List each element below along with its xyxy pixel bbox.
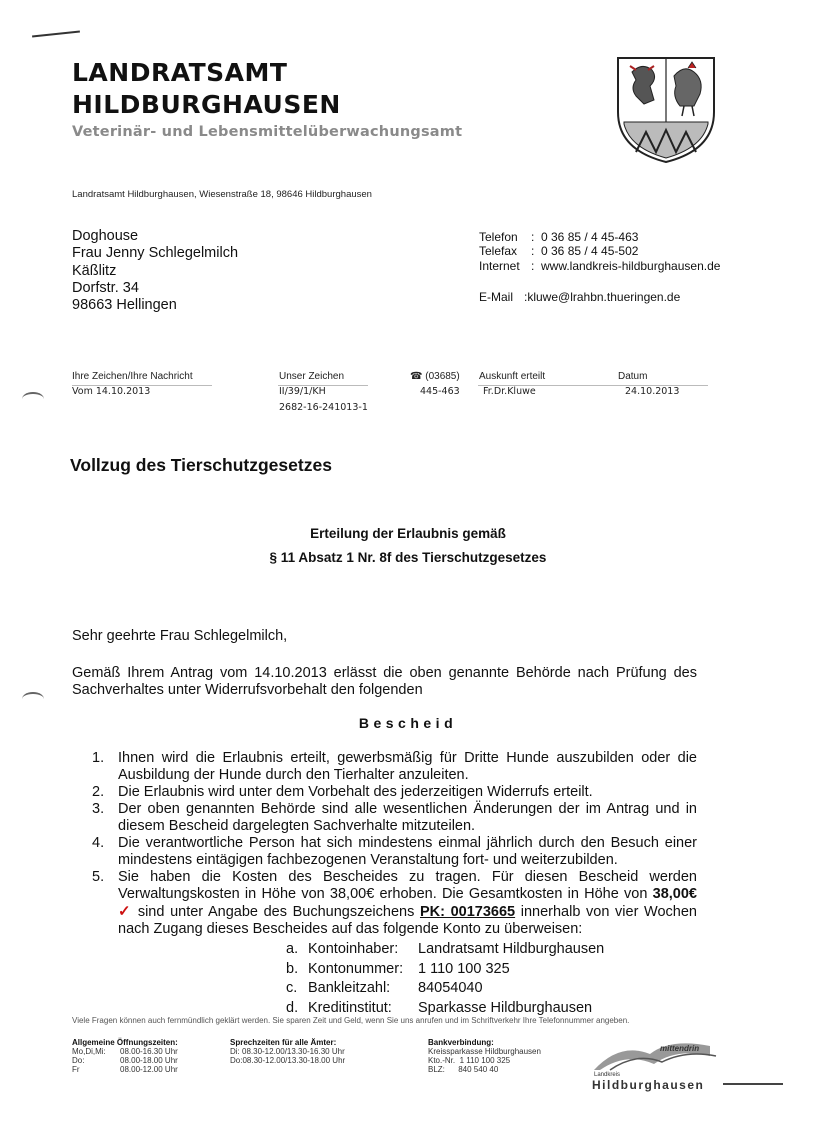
bank-title: Bankverbindung: xyxy=(428,1038,494,1047)
account-details xyxy=(286,940,604,1018)
phone-label: Telefon xyxy=(479,230,518,244)
total-amount: 38,00€ xyxy=(652,886,697,902)
recipient-line: Dorfstr. 34 xyxy=(72,279,139,296)
bank-details xyxy=(428,1038,541,1074)
list-item xyxy=(92,869,697,938)
fax-value: 0 36 85 / 4 45-502 xyxy=(541,244,639,259)
account-row xyxy=(286,940,604,960)
account-letter: b. xyxy=(286,960,299,977)
hours-time: 08.00-18.00 Uhr xyxy=(120,1056,178,1065)
divider xyxy=(723,1083,783,1085)
list-item xyxy=(92,784,697,801)
bank-line: Kto.-Nr. 1 110 100 325 xyxy=(428,1056,511,1065)
logo-big-text: Hildburghausen xyxy=(592,1078,705,1092)
hills-icon xyxy=(590,1036,720,1072)
email-value: :kluwe@lrahbn.thueringen.de xyxy=(524,290,681,304)
account-value: 84054040 xyxy=(418,980,483,997)
list-item xyxy=(92,835,697,869)
our-ref-value-2: 2682-16-241013-1 xyxy=(279,402,368,413)
date-value: 24.10.2013 xyxy=(625,386,680,397)
recipient-line: Doghouse xyxy=(72,228,139,244)
ref-phone-label: ☎ (03685) xyxy=(410,371,460,382)
ref-phone-value: 445-463 xyxy=(420,386,460,397)
coat-of-arms-logo xyxy=(614,52,718,164)
email-label: E-Mail xyxy=(479,290,514,304)
check-mark-icon: ✓ xyxy=(118,903,133,920)
account-value: 1 110 100 325 xyxy=(418,960,510,977)
account-letter: d. xyxy=(286,999,299,1016)
hours-day: Do: xyxy=(72,1056,85,1065)
account-row xyxy=(286,979,604,999)
decision-list xyxy=(92,750,697,938)
cost-text-2: sind unter Angabe des Buchungszeichens xyxy=(132,904,420,920)
your-ref-value: Vom 14.10.2013 xyxy=(72,386,151,397)
account-letter: c. xyxy=(286,980,298,997)
item-text xyxy=(118,869,697,938)
account-key: Kontoinhaber: xyxy=(308,941,399,957)
account-value: Sparkasse Hildburghausen xyxy=(418,999,593,1016)
recipient-address xyxy=(72,228,238,314)
office-hours-title: Sprechzeiten für alle Ämter: xyxy=(230,1038,337,1047)
account-value: Landratsamt Hildburghausen xyxy=(418,941,605,957)
date-label: Datum xyxy=(618,371,648,382)
decision-title: Bescheid xyxy=(358,715,458,731)
info-value: Fr.Dr.Kluwe xyxy=(483,386,536,397)
punch-hole-mark xyxy=(22,692,44,706)
item-number: 4. xyxy=(92,835,105,851)
recipient-line: Frau Jenny Schlegelmilch xyxy=(72,245,239,262)
cost-text-3: innerhalb von vier Wochen nach Zugang dieses Bescheides auf das folgende Konto zu überweisen: xyxy=(118,904,697,937)
office-hours-line: Di: 08.30-12.00/13.30-16.30 Uhr xyxy=(230,1047,345,1056)
account-key: Kontonummer: xyxy=(308,960,404,977)
opening-hours-title: Allgemeine Öffnungszeiten: xyxy=(72,1038,178,1047)
list-item xyxy=(92,801,697,835)
internet-label: Internet xyxy=(479,258,520,273)
your-ref-label: Ihre Zeichen/Ihre Nachricht xyxy=(72,371,193,382)
our-ref-value: II/39/1/KH xyxy=(279,386,326,397)
account-key: Kreditinstitut: xyxy=(308,999,392,1016)
punch-hole-mark xyxy=(22,392,44,406)
hours-day: Fr xyxy=(72,1065,80,1074)
fax-label: Telefax xyxy=(479,244,518,259)
account-key: Bankleitzahl: xyxy=(308,980,391,997)
department-name: Veterinär- und Lebensmittelüberwachungsamt xyxy=(72,124,463,140)
info-label: Auskunft erteilt xyxy=(479,371,546,382)
hours-day: Mo,Di,Mi: xyxy=(72,1047,106,1056)
booking-code: PK: 00173665 xyxy=(419,904,516,920)
internet-value: www.landkreis-hildburghausen.de xyxy=(541,258,721,273)
item-text: Ihnen wird die Erlaubnis erteilt, gewerbsmäßig für Dritte Hunde auszubilden oder die Ausbildung der Hunde durch den Tierhalter anzuleiten. xyxy=(118,750,697,783)
item-number: 5. xyxy=(92,869,105,885)
office-hours-line: Do:08.30-12.00/13.30-18.00 Uhr xyxy=(230,1056,346,1065)
list-item xyxy=(92,750,697,784)
office-hours xyxy=(230,1038,345,1065)
logo-small-text: Landkreis xyxy=(594,1072,621,1078)
salutation: Sehr geehrte Frau Schlegelmilch, xyxy=(72,628,288,644)
cost-text: Sie haben die Kosten des Bescheides zu tragen. Für diesen Bescheid werden Verwaltungskosten in Höhe von 38,00€ erhoben. Die Gesamtkosten in Höhe von xyxy=(118,869,697,902)
account-letter: a. xyxy=(286,941,299,957)
contact-block: Telefon : 0 36 85 / 4 45-463 Telefax : 0 36 85 / 4 45-502 Internet : www.landkreis-hildburghausen.de xyxy=(479,230,721,273)
item-text: Die Erlaubnis wird unter dem Vorbehalt des jederzeitigen Widerrufs erteilt. xyxy=(118,784,593,800)
intro-paragraph: Gemäß Ihrem Antrag vom 14.10.2013 erlässt die oben genannte Behörde nach Prüfung des Sachverhaltes unter Widerrufsvorbehalt den folgenden xyxy=(72,665,697,698)
subtitle-line1: Erteilung der Erlaubnis gemäß xyxy=(310,526,506,541)
footer-note: Viele Fragen können auch fernmündlich geklärt werden. Sie sparen Zeit und Geld, wenn Sie uns anrufen und im Schriftverkehr Ihre Telefonnummer angeben. xyxy=(72,1016,630,1025)
item-number: 3. xyxy=(92,801,105,817)
item-text: Der oben genannten Behörde sind alle wesentlichen Änderungen der im Antrag und in diesem Bescheid dargelegten Sachverhalte mitzuteilen. xyxy=(118,801,697,834)
hours-time: 08.00-12.00 Uhr xyxy=(120,1065,178,1074)
logo-script-text: mittendrin xyxy=(660,1044,700,1053)
bank-line: BLZ: 840 540 40 xyxy=(428,1065,499,1074)
org-name-line1: LANDRATSAMT xyxy=(72,58,288,87)
recipient-line: Käßlitz xyxy=(72,262,117,279)
recipient-line: 98663 Hellingen xyxy=(72,297,177,314)
district-logo xyxy=(590,1036,720,1092)
scan-mark xyxy=(32,30,80,37)
subtitle-line2: § 11 Absatz 1 Nr. 8f des Tierschutzgesetzes xyxy=(269,550,547,565)
account-row xyxy=(286,960,604,980)
item-text: Die verantwortliche Person hat sich mindestens einmal jährlich durch den Besuch einer mindestens eintägigen fachbezogenen Veranstaltung fort- und weiterzubilden. xyxy=(118,835,697,868)
opening-hours xyxy=(72,1038,178,1074)
sender-address-line: Landratsamt Hildburghausen, Wiesenstraße 18, 98646 Hildburghausen xyxy=(72,189,372,200)
email-row xyxy=(479,290,680,304)
org-name-line2: HILDBURGHAUSEN xyxy=(72,90,341,119)
our-ref-label: Unser Zeichen xyxy=(279,371,345,382)
bank-line: Kreissparkasse Hildburghausen xyxy=(428,1047,541,1056)
phone-value: 0 36 85 / 4 45-463 xyxy=(541,230,639,244)
item-number: 2. xyxy=(92,784,105,800)
item-number: 1. xyxy=(92,750,105,766)
subject-heading: Vollzug des Tierschutzgesetzes xyxy=(70,455,332,475)
hours-time: 08.00-16.30 Uhr xyxy=(120,1047,178,1056)
